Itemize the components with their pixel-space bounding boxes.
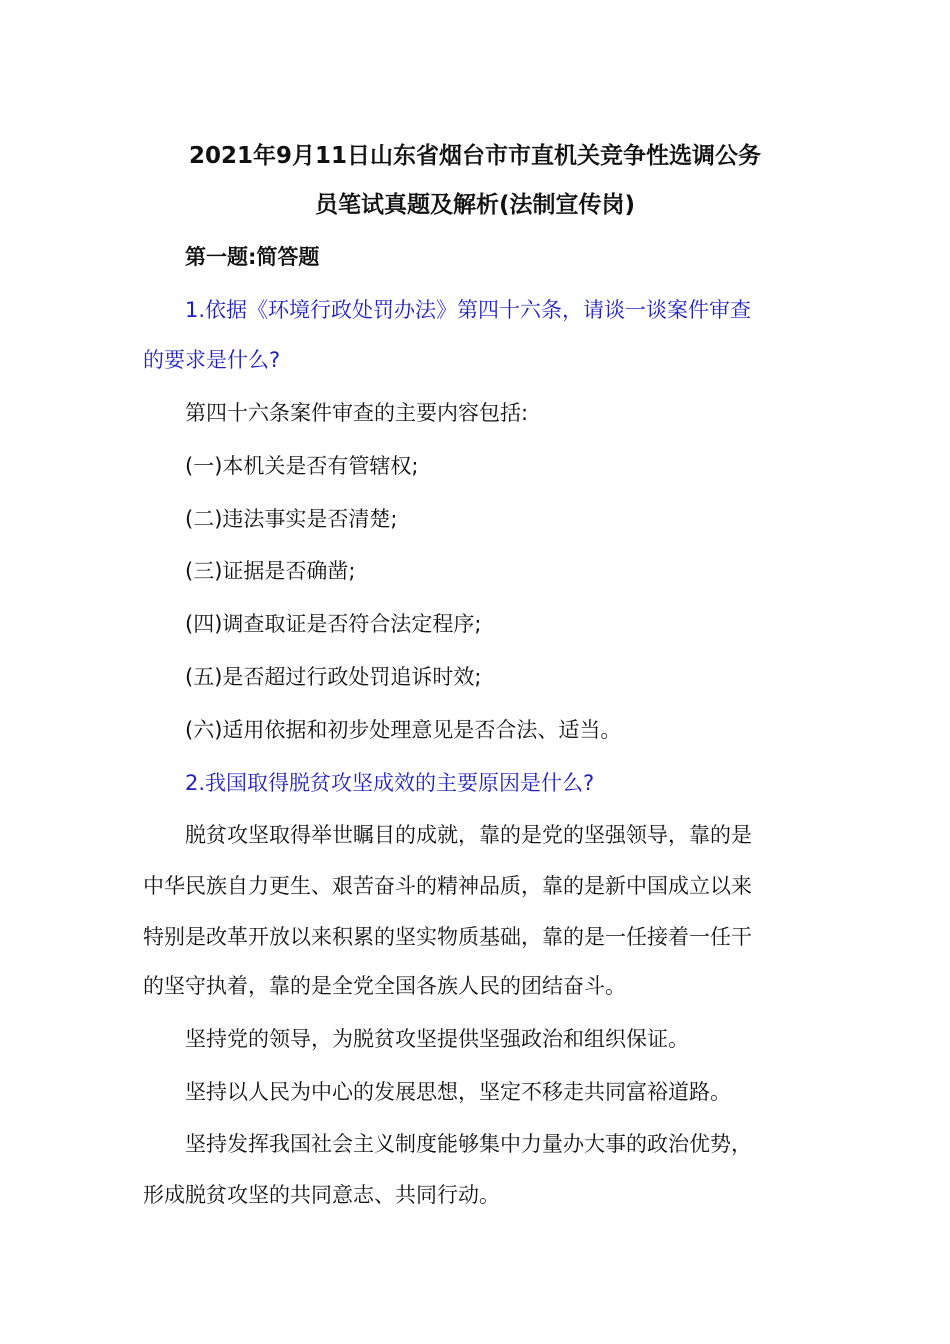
answer-2-paragraph-1-line: 的坚守执着，靠的是全党全国各族人民的团结奋斗。	[143, 974, 626, 998]
answer-2-paragraph-2: 坚持党的领导，为脱贫攻坚提供坚强政治和组织保证。	[185, 1027, 689, 1051]
document-title-line-2: 员笔试真题及解析(法制宣传岗)	[314, 192, 636, 218]
answer-1-item: (一)本机关是否有管辖权;	[185, 454, 419, 478]
answer-1-intro: 第四十六条案件审查的主要内容包括:	[185, 401, 529, 425]
answer-2-paragraph-3: 坚持以人民为中心的发展思想，坚定不移走共同富裕道路。	[185, 1080, 731, 1104]
answer-1-item: (六)适用依据和初步处理意见是否合法、适当。	[185, 718, 622, 742]
answer-2-paragraph-1-line: 中华民族自力更生、艰苦奋斗的精神品质，靠的是新中国成立以来	[143, 874, 752, 898]
answer-1-item: (四)调查取证是否符合法定程序;	[185, 612, 482, 636]
answer-2-paragraph-4-line: 坚持发挥我国社会主义制度能够集中力量办大事的政治优势，	[185, 1132, 752, 1156]
answer-2-paragraph-4-line: 形成脱贫攻坚的共同意志、共同行动。	[143, 1183, 500, 1207]
question-1-line-2: 的要求是什么?	[143, 348, 281, 372]
answer-1-item: (三)证据是否确凿;	[185, 559, 356, 583]
answer-1-item: (二)违法事实是否清楚;	[185, 507, 398, 531]
section-heading: 第一题:简答题	[185, 245, 320, 269]
answer-2-paragraph-1-line: 脱贫攻坚取得举世瞩目的成就，靠的是党的坚强领导，靠的是	[185, 823, 752, 847]
answer-2-paragraph-1-line: 特别是改革开放以来积累的坚实物质基础，靠的是一任接着一任干	[143, 925, 752, 949]
answer-1-item: (五)是否超过行政处罚追诉时效;	[185, 665, 482, 689]
document-title-line-1: 2021年9月11日山东省烟台市市直机关竞争性选调公务	[188, 143, 762, 169]
question-1-line-1: 1.依据《环境行政处罚办法》第四十六条，请谈一谈案件审查	[185, 298, 752, 322]
question-2: 2.我国取得脱贫攻坚成效的主要原因是什么?	[185, 771, 595, 795]
